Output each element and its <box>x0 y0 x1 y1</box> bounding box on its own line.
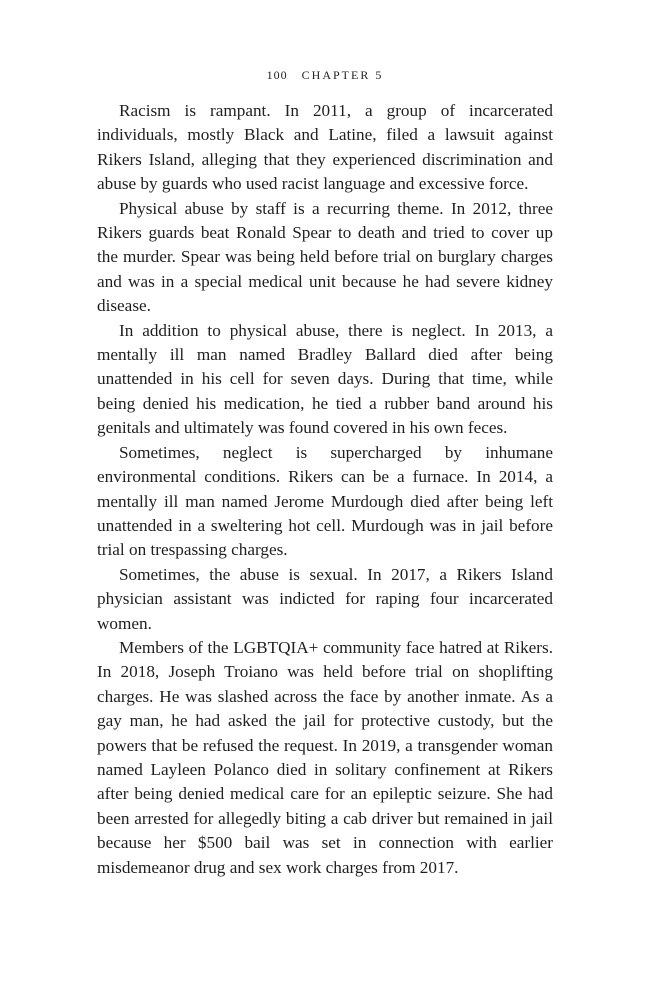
paragraph-environmental-conditions: Sometimes, neglect is supercharged by inhumane environmental conditions. Rikers can be a furnace. In 2014, a mentally ill man named Jerome Murdough died after being left unattended in a sweltering hot cell. Murdough was in jail before trial on trespassing charges. <box>97 442 553 560</box>
chapter-label: CHAPTER 5 <box>301 68 384 82</box>
paragraph-neglect: In addition to physical abuse, there is neglect. In 2013, a mentally ill man named Bradley Ballard died after being unattended in his cell for seven days. During that time, while being denied his medication, he tied a rubber band around his genitals and ultimately was found covered in his own feces. <box>97 320 553 438</box>
body-text <box>97 99 553 880</box>
running-head <box>0 68 650 83</box>
paragraph-lgbtqia: Members of the LGBTQIA+ community face hatred at Rikers. In 2018, Joseph Troiano was held before trial on shoplifting charges. He was slashed across the face by another inmate. As a gay man, he had asked the jail for protective custody, but the powers that be refused the request. In 2019, a transgender woman named Layleen Polanco died in solitary confinement at Rikers after being denied medical care for an epileptic seizure. She had been arrested for allegedly biting a cab driver but remained in jail because her $500 bail was set in connection with earlier misdemeanor drug and sex work charges from 2017. <box>97 637 553 877</box>
paragraph-racism: Racism is rampant. In 2011, a group of incarcerated individuals, mostly Black and Latine, filed a lawsuit against Rikers Island, alleging that they experienced discrimination and abuse by guards who used racist language and excessive force. <box>97 101 553 194</box>
paragraph-physical-abuse: Physical abuse by staff is a recurring theme. In 2012, three Rikers guards beat Ronald Spear to death and tried to cover up the murder. Spear was being held before trial on burglary charges and was in a special medical unit because he had severe kidney disease. <box>97 198 553 316</box>
page-number: 100 <box>266 68 288 82</box>
paragraph-sexual-abuse: Sometimes, the abuse is sexual. In 2017, a Rikers Island physician assistant was indicted for raping four incarcerated women. <box>97 564 553 633</box>
